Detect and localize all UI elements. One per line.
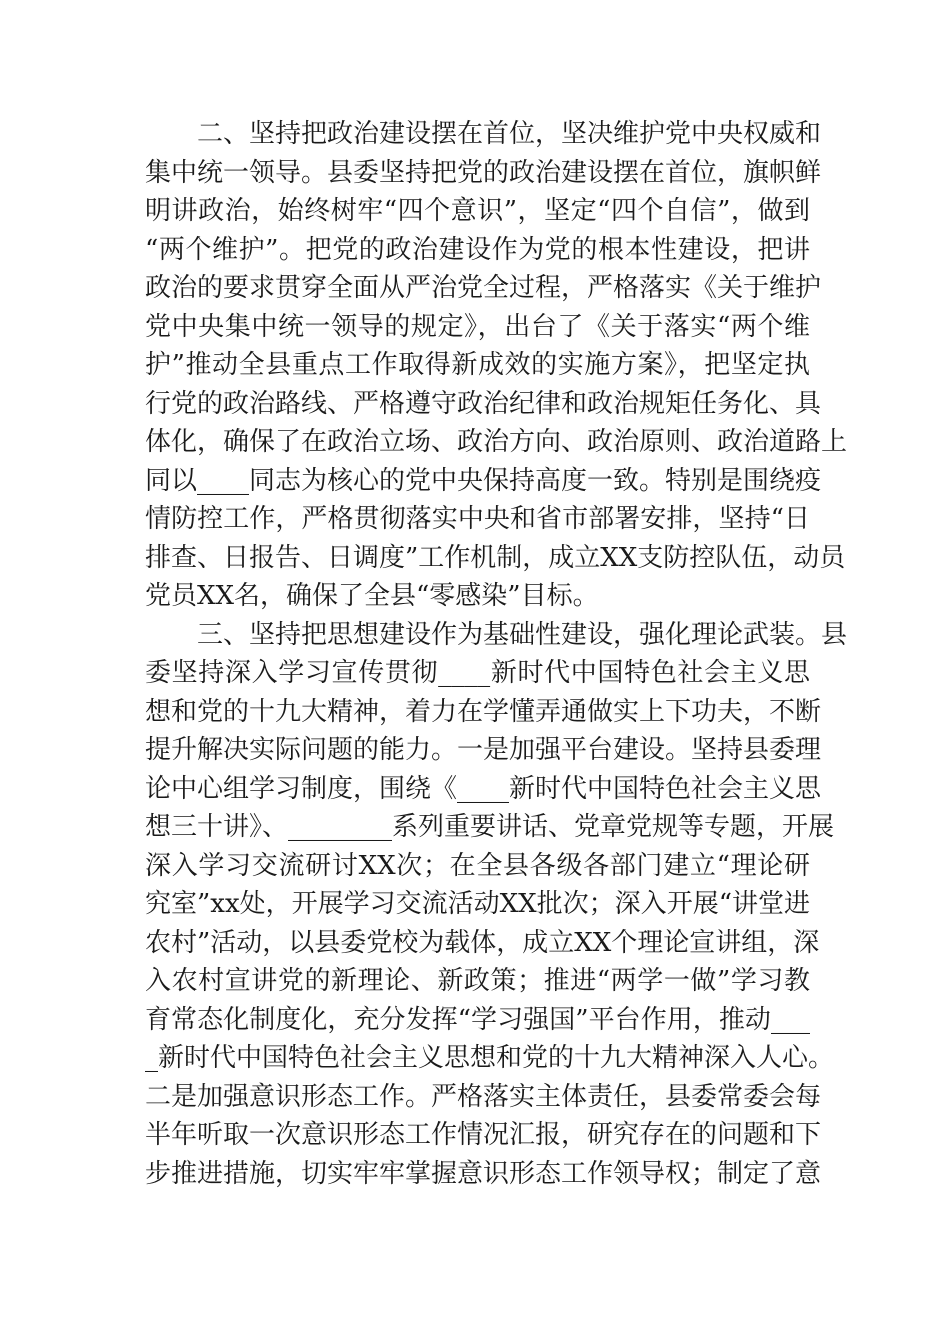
text-line: 深入学习交流研讨XX次；在全县各级各部门建立“理论研 xyxy=(145,850,810,881)
paragraph-ideological-building xyxy=(145,616,848,1194)
text-line: 情防控工作，严格贯彻落实中央和省市部署安排，坚持“日 xyxy=(145,504,810,534)
text-line: 究室”xx处，开展学习交流活动XX批次；深入开展“讲堂进 xyxy=(145,889,810,919)
text-line: 提升解决实际问题的能力。一是加强平台建设。坚持县委理 xyxy=(145,735,822,765)
text-line: “两个维护”。把党的政治建设作为党的根本性建设，把讲 xyxy=(145,234,810,265)
text-line: _新时代中国特色社会主义思想和党的十九大精神深入人心。 xyxy=(145,1043,835,1073)
text-line: 步推进措施，切实牢牢掌握意识形态工作领导权；制定了意 xyxy=(145,1158,822,1189)
text-line: 三、坚持把思想建设作为基础性建设，强化理论武装。县 xyxy=(145,619,848,650)
text-line: 党员XX名，确保了全县“零感染”目标。 xyxy=(145,581,599,611)
document-body xyxy=(145,115,848,1193)
text-line: 入农村宣讲党的新理论、新政策；推进“两学一做”学习教 xyxy=(145,966,810,996)
paragraph-political-building xyxy=(145,115,848,616)
text-line: 排查、日报告、日调度”工作机制，成立XX支防控队伍，动员 xyxy=(145,542,846,573)
text-line: 育常态化制度化，充分发挥“学习强国”平台作用，推动___ xyxy=(145,1004,810,1035)
text-line: 农村”活动，以县委党校为载体，成立XX个理论宣讲组，深 xyxy=(145,927,820,958)
text-line: 党中央集中统一领导的规定》，出台了《关于落实“两个维 xyxy=(145,311,810,342)
text-line: 二、坚持把政治建设摆在首位，坚决维护党中央权威和 xyxy=(145,119,822,149)
text-line: 护”推动全县重点工作取得新成效的实施方案》，把坚定执 xyxy=(145,350,810,380)
text-line: 行党的政治路线、严格遵守政治纪律和政治规矩任务化、具 xyxy=(145,388,822,419)
text-line: 政治的要求贯穿全面从严治党全过程，严格落实《关于维护 xyxy=(145,273,822,303)
text-line: 半年听取一次意识形态工作情况汇报，研究存在的问题和下 xyxy=(145,1120,822,1150)
text-line: 想和党的十九大精神，着力在学懂弄通做实上下功夫，不断 xyxy=(145,696,822,727)
text-line: 委坚持深入学习宣传贯彻____新时代中国特色社会主义思 xyxy=(145,658,810,688)
text-line: 想三十讲》、________系列重要讲话、党章党规等专题，开展 xyxy=(145,812,835,842)
text-line: 论中心组学习制度，围绕《____新时代中国特色社会主义思 xyxy=(145,773,822,804)
text-line: 体化，确保了在政治立场、政治方向、政治原则、政治道路上 xyxy=(145,427,848,457)
text-line: 明讲政治，始终树牢“四个意识”，坚定“四个自信”，做到 xyxy=(145,196,810,226)
text-line: 同以____同志为核心的党中央保持高度一致。特别是围绕疫 xyxy=(145,465,822,496)
text-line: 二是加强意识形态工作。严格落实主体责任，县委常委会每 xyxy=(145,1081,822,1112)
text-line: 集中统一领导。县委坚持把党的政治建设摆在首位，旗帜鲜 xyxy=(145,157,822,188)
